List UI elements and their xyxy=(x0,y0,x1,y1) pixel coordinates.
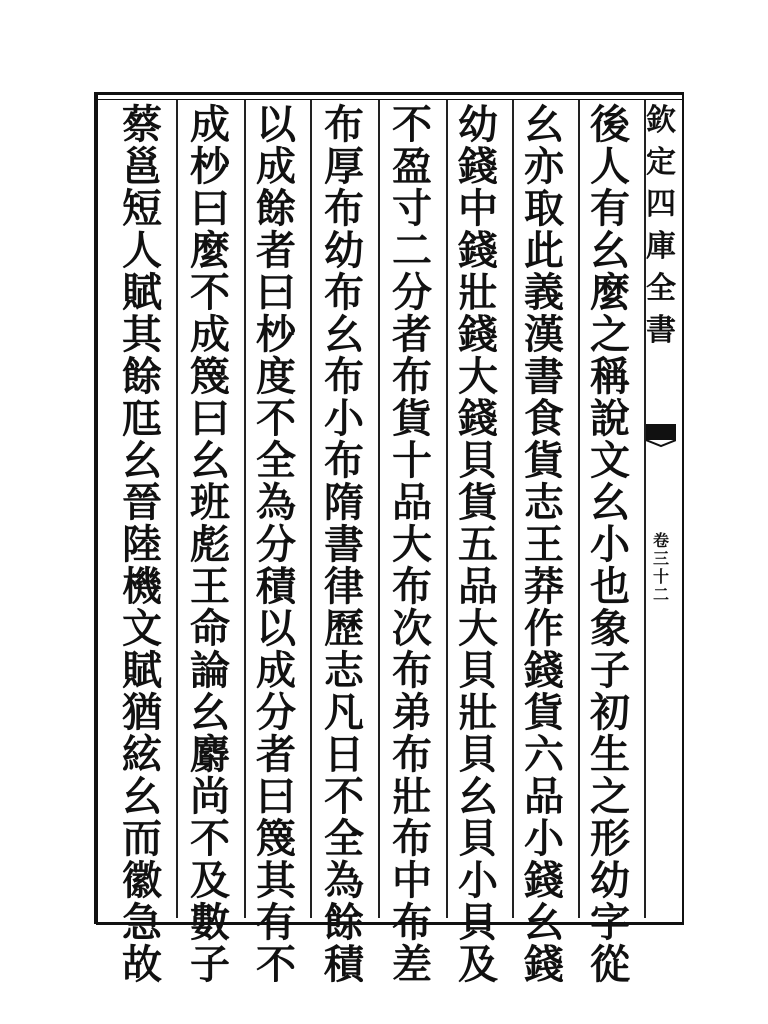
glyph: 壯 xyxy=(458,269,498,316)
glyph: 漢 xyxy=(524,311,564,358)
text-column-5 xyxy=(318,101,370,988)
glyph: 有 xyxy=(590,185,630,232)
glyph: 不 xyxy=(324,773,364,820)
glyph: 以 xyxy=(256,605,296,652)
fish-tail-icon xyxy=(646,418,676,448)
glyph: 布 xyxy=(392,815,432,862)
glyph: 初 xyxy=(590,689,630,736)
text-column-7 xyxy=(184,101,236,988)
glyph: 者 xyxy=(256,731,296,778)
glyph: 曰 xyxy=(190,395,230,442)
glyph: 論 xyxy=(190,647,230,694)
glyph: 日 xyxy=(324,731,364,778)
glyph: 差 xyxy=(392,941,432,988)
glyph: 而 xyxy=(122,815,162,862)
column-divider xyxy=(578,100,580,918)
glyph: 厚 xyxy=(324,143,364,190)
glyph: 其 xyxy=(256,857,296,904)
glyph: 貝 xyxy=(458,731,498,778)
glyph: 邕 xyxy=(122,143,162,190)
glyph: 義 xyxy=(524,269,564,316)
glyph: 徽 xyxy=(122,857,162,904)
glyph: 六 xyxy=(524,731,564,778)
glyph: 布 xyxy=(324,353,364,400)
glyph: 文 xyxy=(590,437,630,484)
glyph: 歷 xyxy=(324,605,364,652)
glyph: 大 xyxy=(458,605,498,652)
glyph: 品 xyxy=(392,479,432,526)
glyph: 錢 xyxy=(524,647,564,694)
glyph: 布 xyxy=(392,563,432,610)
glyph: 曰 xyxy=(256,773,296,820)
glyph: 卷 xyxy=(652,531,669,550)
glyph: 布 xyxy=(324,101,364,148)
glyph: 此 xyxy=(524,227,564,274)
glyph: 貝 xyxy=(458,815,498,862)
glyph: 幺 xyxy=(190,689,230,736)
glyph: 幺 xyxy=(122,773,162,820)
glyph: 者 xyxy=(392,311,432,358)
glyph: 庫 xyxy=(646,229,676,264)
glyph: 凡 xyxy=(324,689,364,736)
page-margin xyxy=(644,92,678,922)
glyph: 成 xyxy=(190,101,230,148)
glyph: 布 xyxy=(392,731,432,778)
glyph: 小 xyxy=(324,395,364,442)
glyph: 十 xyxy=(652,567,669,586)
glyph: 其 xyxy=(122,311,162,358)
glyph: 也 xyxy=(590,563,630,610)
glyph: 幺 xyxy=(458,773,498,820)
glyph: 從 xyxy=(590,941,630,988)
glyph: 幺 xyxy=(524,101,564,148)
glyph: 幺 xyxy=(190,437,230,484)
text-column-4 xyxy=(386,101,438,988)
glyph: 晉 xyxy=(122,479,162,526)
glyph: 全 xyxy=(324,815,364,862)
glyph: 幼 xyxy=(590,857,630,904)
glyph: 有 xyxy=(256,899,296,946)
glyph: 律 xyxy=(324,563,364,610)
glyph: 幼 xyxy=(324,227,364,274)
glyph: 錢 xyxy=(458,395,498,442)
column-divider xyxy=(512,100,514,918)
glyph: 及 xyxy=(458,941,498,988)
juan-number xyxy=(646,532,676,604)
glyph: 者 xyxy=(256,227,296,274)
glyph: 布 xyxy=(392,899,432,946)
glyph: 幺 xyxy=(524,899,564,946)
glyph: 杪 xyxy=(256,311,296,358)
glyph: 隋 xyxy=(324,479,364,526)
glyph: 王 xyxy=(190,563,230,610)
glyph: 不 xyxy=(256,395,296,442)
glyph: 欽 xyxy=(646,103,676,138)
glyph: 王 xyxy=(524,521,564,568)
glyph: 布 xyxy=(324,437,364,484)
glyph: 弟 xyxy=(392,689,432,736)
glyph: 麼 xyxy=(190,227,230,274)
glyph: 貨 xyxy=(524,437,564,484)
glyph: 錢 xyxy=(458,143,498,190)
glyph: 彪 xyxy=(190,521,230,568)
glyph: 寸 xyxy=(392,185,432,232)
text-column-8 xyxy=(116,101,168,988)
glyph: 幺 xyxy=(324,311,364,358)
glyph: 全 xyxy=(256,437,296,484)
book-title xyxy=(644,100,678,352)
glyph: 篾 xyxy=(190,353,230,400)
glyph: 文 xyxy=(122,605,162,652)
glyph: 幺 xyxy=(590,479,630,526)
glyph: 貨 xyxy=(524,689,564,736)
glyph: 曰 xyxy=(256,269,296,316)
column-divider xyxy=(378,100,380,918)
glyph: 賦 xyxy=(122,269,162,316)
glyph: 麝 xyxy=(190,731,230,778)
glyph: 篾 xyxy=(256,815,296,862)
glyph: 杪 xyxy=(190,143,230,190)
text-column-3 xyxy=(452,101,504,988)
text-column-2 xyxy=(518,101,570,988)
glyph: 品 xyxy=(458,563,498,610)
glyph: 成 xyxy=(256,647,296,694)
glyph: 貝 xyxy=(458,899,498,946)
glyph: 餘 xyxy=(256,185,296,232)
glyph: 二 xyxy=(392,227,432,274)
glyph: 機 xyxy=(122,563,162,610)
glyph: 以 xyxy=(256,101,296,148)
glyph: 大 xyxy=(392,521,432,568)
glyph: 賦 xyxy=(122,647,162,694)
glyph: 蔡 xyxy=(122,101,162,148)
column-divider xyxy=(446,100,448,918)
glyph: 書 xyxy=(524,353,564,400)
glyph: 幼 xyxy=(458,101,498,148)
glyph: 分 xyxy=(256,521,296,568)
glyph: 貨 xyxy=(392,395,432,442)
glyph: 人 xyxy=(590,143,630,190)
glyph: 中 xyxy=(392,857,432,904)
glyph: 布 xyxy=(392,647,432,694)
glyph: 曰 xyxy=(190,185,230,232)
glyph: 絃 xyxy=(122,731,162,778)
glyph: 分 xyxy=(256,689,296,736)
glyph: 品 xyxy=(524,773,564,820)
glyph: 貝 xyxy=(458,647,498,694)
glyph: 貝 xyxy=(458,437,498,484)
glyph: 志 xyxy=(324,647,364,694)
glyph: 後 xyxy=(590,101,630,148)
glyph: 積 xyxy=(256,563,296,610)
glyph: 成 xyxy=(256,143,296,190)
glyph: 四 xyxy=(646,187,676,222)
right-border xyxy=(682,92,684,924)
glyph: 說 xyxy=(590,395,630,442)
glyph: 定 xyxy=(646,145,676,180)
glyph: 數 xyxy=(190,899,230,946)
glyph: 作 xyxy=(524,605,564,652)
glyph: 布 xyxy=(324,185,364,232)
glyph: 布 xyxy=(392,353,432,400)
glyph: 不 xyxy=(190,269,230,316)
glyph: 班 xyxy=(190,479,230,526)
glyph: 盈 xyxy=(392,143,432,190)
glyph: 貨 xyxy=(458,479,498,526)
glyph: 錢 xyxy=(524,941,564,988)
glyph: 急 xyxy=(122,899,162,946)
glyph: 餘 xyxy=(324,899,364,946)
glyph: 五 xyxy=(458,521,498,568)
glyph: 志 xyxy=(524,479,564,526)
top-border xyxy=(94,92,684,95)
glyph: 字 xyxy=(590,899,630,946)
glyph: 食 xyxy=(524,395,564,442)
left-border xyxy=(94,92,98,924)
glyph: 子 xyxy=(190,941,230,988)
glyph: 全 xyxy=(646,271,676,306)
glyph: 書 xyxy=(324,521,364,568)
glyph: 小 xyxy=(458,857,498,904)
column-divider xyxy=(310,100,312,918)
glyph: 命 xyxy=(190,605,230,652)
text-column-6 xyxy=(250,101,302,988)
glyph: 次 xyxy=(392,605,432,652)
glyph: 錢 xyxy=(458,227,498,274)
glyph: 成 xyxy=(190,311,230,358)
glyph: 稱 xyxy=(590,353,630,400)
column-divider xyxy=(176,100,178,918)
glyph: 不 xyxy=(392,101,432,148)
top-border-inner xyxy=(94,99,684,100)
glyph: 壯 xyxy=(458,689,498,736)
glyph: 度 xyxy=(256,353,296,400)
glyph: 積 xyxy=(324,941,364,988)
glyph: 及 xyxy=(190,857,230,904)
glyph: 中 xyxy=(458,185,498,232)
glyph: 之 xyxy=(590,311,630,358)
glyph: 錢 xyxy=(524,857,564,904)
glyph: 小 xyxy=(590,521,630,568)
glyph: 書 xyxy=(646,313,676,348)
glyph: 大 xyxy=(458,353,498,400)
glyph: 尫 xyxy=(122,395,162,442)
glyph: 莽 xyxy=(524,563,564,610)
glyph: 幺 xyxy=(590,227,630,274)
glyph: 人 xyxy=(122,227,162,274)
glyph: 小 xyxy=(524,815,564,862)
glyph: 不 xyxy=(256,941,296,988)
glyph: 壯 xyxy=(392,773,432,820)
glyph: 亦 xyxy=(524,143,564,190)
glyph: 形 xyxy=(590,815,630,862)
glyph: 尚 xyxy=(190,773,230,820)
glyph: 十 xyxy=(392,437,432,484)
glyph: 生 xyxy=(590,731,630,778)
glyph: 餘 xyxy=(122,353,162,400)
glyph: 麼 xyxy=(590,269,630,316)
glyph: 不 xyxy=(190,815,230,862)
glyph: 故 xyxy=(122,941,162,988)
glyph: 猶 xyxy=(122,689,162,736)
glyph: 分 xyxy=(392,269,432,316)
glyph: 布 xyxy=(324,269,364,316)
glyph: 幺 xyxy=(122,437,162,484)
glyph: 為 xyxy=(256,479,296,526)
column-divider xyxy=(244,100,246,918)
glyph: 陸 xyxy=(122,521,162,568)
glyph: 錢 xyxy=(458,311,498,358)
glyph: 象 xyxy=(590,605,630,652)
glyph: 短 xyxy=(122,185,162,232)
glyph: 為 xyxy=(324,857,364,904)
glyph: 三 xyxy=(652,549,669,568)
glyph: 之 xyxy=(590,773,630,820)
glyph: 取 xyxy=(524,185,564,232)
glyph: 子 xyxy=(590,647,630,694)
text-column-1 xyxy=(584,101,636,988)
glyph: 二 xyxy=(652,585,669,604)
